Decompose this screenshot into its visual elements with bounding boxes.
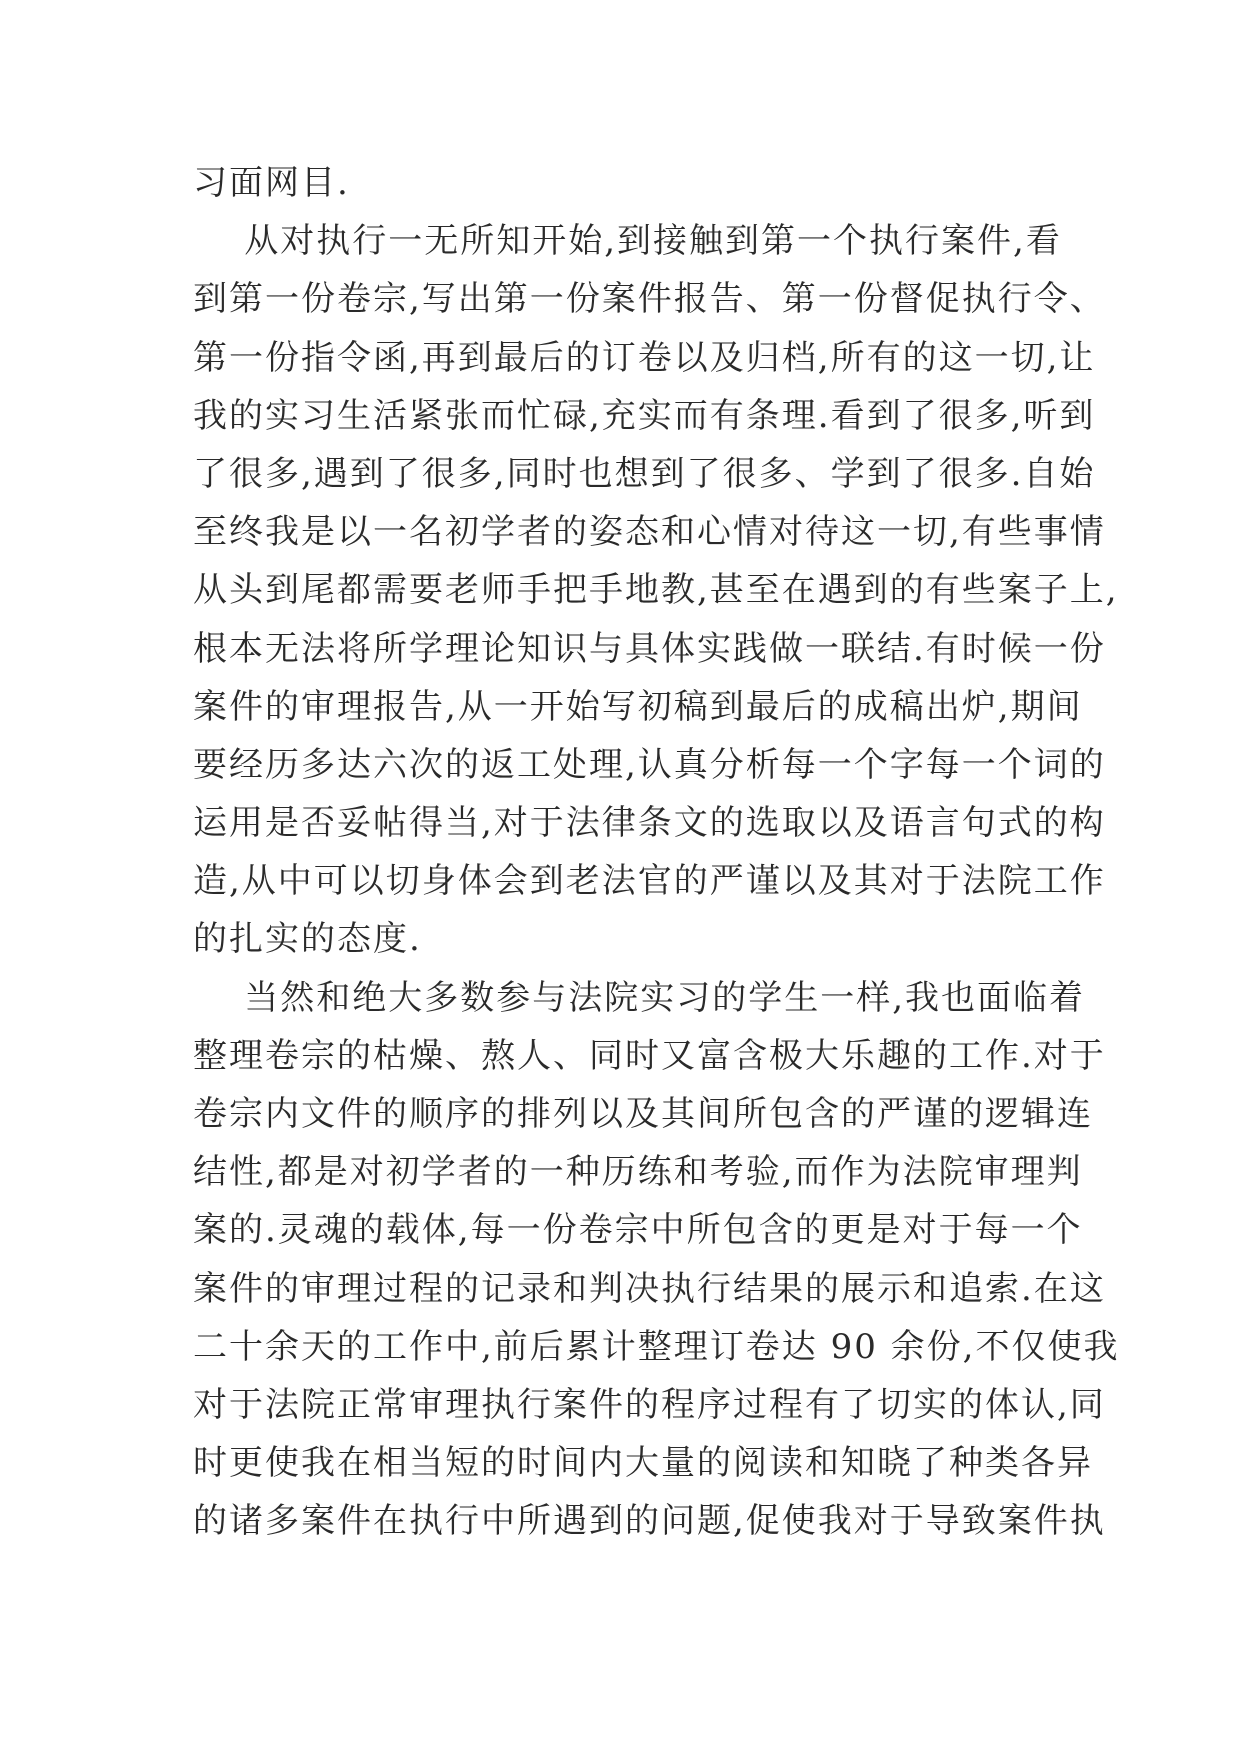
body-text — [193, 154, 1120, 1551]
text-line: 从头到尾都需要老师手把手地教,甚至在遇到的有些案子上, — [193, 570, 1119, 611]
text-line: 至终我是以一名初学者的姿态和心情对待这一切,有些事情 — [193, 512, 1106, 553]
text-line: 第一份指令函,再到最后的订卷以及归档,所有的这一切,让 — [193, 337, 1096, 378]
text-line: 二十余天的工作中,前后累计整理订卷达 90 余份,不仅使我 — [193, 1326, 1120, 1367]
text-line: 时更使我在相当短的时间内大量的阅读和知晓了种类各异 — [193, 1443, 1093, 1484]
text-line: 到第一份卷宗,写出第一份案件报告、第一份督促执行令、 — [193, 279, 1106, 320]
text-line: 的扎实的态度. — [193, 919, 422, 960]
text-line: 对于法院正常审理执行案件的程序过程有了切实的体认,同 — [193, 1384, 1106, 1425]
text-line: 我的实习生活紧张而忙碌,充实而有条理.看到了很多,听到 — [193, 395, 1096, 436]
text-line: 习面网目. — [193, 163, 350, 203]
text-line: 运用是否妥帖得当,对于法律条文的选取以及语言句式的构 — [193, 803, 1106, 844]
text-line: 卷宗内文件的顺序的排列以及其间所包含的严谨的逻辑连 — [193, 1094, 1093, 1134]
text-line: 造,从中可以切身体会到老法官的严谨以及其对于法院工作 — [193, 861, 1106, 902]
text-line: 当然和绝大多数参与法院实习的学生一样,我也面临着 — [193, 977, 1086, 1018]
text-line: 的诸多案件在执行中所遇到的问题,促使我对于导致案件执 — [193, 1501, 1106, 1542]
text-line: 要经历多达六次的返工处理,认真分析每一个字每一个词的 — [193, 744, 1106, 785]
text-line: 案的.灵魂的载体,每一份卷宗中所包含的更是对于每一个 — [193, 1210, 1083, 1251]
text-line: 从对执行一无所知开始,到接触到第一个执行案件,看 — [193, 221, 1062, 262]
text-line: 案件的审理报告,从一开始写初稿到最后的成稿出炉,期间 — [193, 686, 1083, 727]
text-line: 了很多,遇到了很多,同时也想到了很多、学到了很多.自始 — [193, 453, 1096, 494]
text-line: 整理卷宗的枯燥、熬人、同时又富含极大乐趣的工作.对于 — [193, 1035, 1106, 1076]
text-line: 结性,都是对初学者的一种历练和考验,而作为法院审理判 — [193, 1152, 1083, 1193]
text-line: 案件的审理过程的记录和判决执行结果的展示和追索.在这 — [193, 1268, 1106, 1309]
text-line: 根本无法将所学理论知识与具体实践做一联结.有时候一份 — [193, 628, 1106, 669]
